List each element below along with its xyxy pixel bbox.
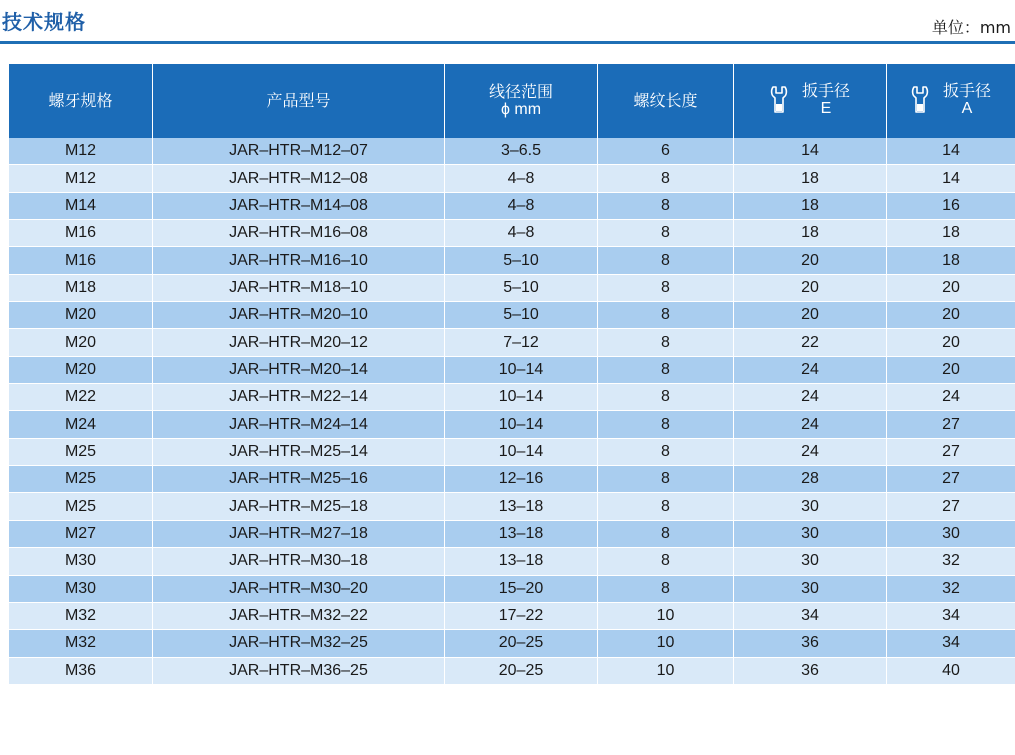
cell-thread-length: 8 [598,193,734,220]
cell-wrench-a: 40 [887,658,1015,685]
col-header-label: 扳手径 [801,83,850,100]
cell-thread-size: M18 [9,275,153,302]
cell-model: JAR–HTR–M27–18 [153,521,445,548]
cell-model: JAR–HTR–M18–10 [153,275,445,302]
col-header-stack [770,83,850,117]
table-row [9,466,1015,493]
col-header-text [943,83,991,117]
cell-model: JAR–HTR–M14–08 [153,193,445,220]
cell-wrench-a: 14 [887,165,1015,192]
cell-wrench-a: 20 [887,329,1015,356]
col-header-thread-length [598,64,734,138]
col-header-text [802,83,850,117]
cell-thread-size: M32 [9,603,153,630]
cell-thread-size: M20 [9,329,153,356]
cell-wrench-a: 32 [887,548,1015,575]
cell-cable-range: 10–14 [445,439,598,466]
cell-thread-length: 8 [598,439,734,466]
cell-cable-range: 4–8 [445,220,598,247]
table-row [9,411,1015,438]
table-row [9,357,1015,384]
cell-wrench-e: 24 [734,357,887,384]
table-row [9,521,1015,548]
cell-wrench-a: 18 [887,220,1015,247]
cell-cable-range: 20–25 [445,630,598,657]
table-row [9,603,1015,630]
cell-wrench-e: 24 [734,384,887,411]
cell-wrench-a: 14 [887,138,1015,165]
cell-thread-length: 8 [598,357,734,384]
cell-wrench-e: 20 [734,302,887,329]
col-header-label: 螺纹长度 [633,92,698,110]
cell-cable-range: 7–12 [445,329,598,356]
col-header-model [153,64,445,138]
cell-thread-size: M24 [9,411,153,438]
cell-thread-size: M32 [9,630,153,657]
cell-model: JAR–HTR–M12–08 [153,165,445,192]
cell-model: JAR–HTR–M36–25 [153,658,445,685]
cell-wrench-a: 18 [887,247,1015,274]
cell-thread-size: M25 [9,439,153,466]
spec-table [9,64,1015,685]
cell-model: JAR–HTR–M16–10 [153,247,445,274]
cell-wrench-e: 18 [734,193,887,220]
table-row [9,576,1015,603]
cell-cable-range: 4–8 [445,165,598,192]
cell-wrench-a: 27 [887,466,1015,493]
cell-thread-length: 6 [598,138,734,165]
table-row [9,220,1015,247]
col-header-sublabel: ϕ mm [500,101,542,118]
cell-wrench-a: 24 [887,384,1015,411]
cell-cable-range: 17–22 [445,603,598,630]
col-header-label: 螺牙规格 [48,92,113,110]
table-row [9,329,1015,356]
cell-thread-size: M12 [9,138,153,165]
cell-model: JAR–HTR–M16–08 [153,220,445,247]
cell-wrench-a: 34 [887,603,1015,630]
cell-thread-length: 8 [598,548,734,575]
cell-wrench-e: 36 [734,630,887,657]
cell-wrench-e: 22 [734,329,887,356]
cell-thread-length: 8 [598,329,734,356]
cell-thread-length: 8 [598,493,734,520]
cell-thread-size: M16 [9,220,153,247]
table-row [9,275,1015,302]
cell-thread-size: M12 [9,165,153,192]
cell-wrench-a: 27 [887,493,1015,520]
cell-cable-range: 5–10 [445,302,598,329]
cell-thread-size: M25 [9,493,153,520]
page-title: 技术规格 [2,10,86,34]
unit-label: 单位：mm [931,18,1011,37]
cell-cable-range: 13–18 [445,548,598,575]
cell-wrench-a: 32 [887,576,1015,603]
table-row [9,439,1015,466]
cell-cable-range: 10–14 [445,357,598,384]
cell-wrench-a: 16 [887,193,1015,220]
cell-thread-length: 8 [598,411,734,438]
cell-thread-size: M36 [9,658,153,685]
cell-thread-size: M27 [9,521,153,548]
cell-wrench-e: 30 [734,548,887,575]
cell-wrench-a: 27 [887,411,1015,438]
cell-thread-length: 8 [598,220,734,247]
wrench-icon [911,85,929,115]
table-row [9,658,1015,685]
cell-cable-range: 5–10 [445,247,598,274]
table-row [9,384,1015,411]
cell-wrench-a: 20 [887,302,1015,329]
wrench-icon [770,85,788,115]
cell-model: JAR–HTR–M20–10 [153,302,445,329]
cell-thread-size: M14 [9,193,153,220]
cell-thread-size: M20 [9,302,153,329]
col-header-thread-size [9,64,153,138]
cell-thread-length: 8 [598,466,734,493]
table-row [9,548,1015,575]
cell-cable-range: 12–16 [445,466,598,493]
table-row [9,630,1015,657]
cell-thread-length: 8 [598,247,734,274]
cell-wrench-a: 20 [887,357,1015,384]
cell-model: JAR–HTR–M20–14 [153,357,445,384]
cell-thread-length: 8 [598,165,734,192]
cell-model: JAR–HTR–M24–14 [153,411,445,438]
cell-thread-size: M25 [9,466,153,493]
cell-model: JAR–HTR–M25–16 [153,466,445,493]
title-divider [0,41,1015,44]
cell-thread-length: 10 [598,630,734,657]
cell-thread-length: 10 [598,658,734,685]
cell-wrench-a: 30 [887,521,1015,548]
col-header-wrench-a [887,64,1015,138]
cell-thread-length: 8 [598,576,734,603]
cell-model: JAR–HTR–M32–25 [153,630,445,657]
cell-thread-size: M30 [9,548,153,575]
col-header-label: 线径范围 [488,84,553,101]
cell-thread-size: M22 [9,384,153,411]
cell-thread-size: M30 [9,576,153,603]
cell-wrench-a: 27 [887,439,1015,466]
cell-thread-length: 8 [598,302,734,329]
table-row [9,193,1015,220]
cell-cable-range: 3–6.5 [445,138,598,165]
cell-model: JAR–HTR–M25–14 [153,439,445,466]
cell-cable-range: 4–8 [445,193,598,220]
cell-model: JAR–HTR–M20–12 [153,329,445,356]
cell-cable-range: 20–25 [445,658,598,685]
cell-cable-range: 10–14 [445,384,598,411]
cell-wrench-e: 30 [734,493,887,520]
cell-wrench-e: 30 [734,521,887,548]
cell-thread-length: 10 [598,603,734,630]
col-header-sublabel: E [820,100,832,117]
table-row [9,493,1015,520]
col-header-stack [911,83,991,117]
table-row [9,302,1015,329]
cell-wrench-e: 18 [734,220,887,247]
col-header-label: 扳手径 [942,83,991,100]
cell-cable-range: 13–18 [445,493,598,520]
table-row [9,247,1015,274]
cell-model: JAR–HTR–M32–22 [153,603,445,630]
cell-thread-size: M16 [9,247,153,274]
cell-wrench-e: 36 [734,658,887,685]
table-body [9,138,1015,685]
cell-cable-range: 15–20 [445,576,598,603]
col-header-wrench-e [734,64,887,138]
col-header-label: 产品型号 [266,92,331,110]
cell-model: JAR–HTR–M25–18 [153,493,445,520]
cell-wrench-a: 20 [887,275,1015,302]
cell-thread-length: 8 [598,275,734,302]
cell-wrench-e: 18 [734,165,887,192]
cell-wrench-e: 28 [734,466,887,493]
cell-wrench-e: 30 [734,576,887,603]
cell-model: JAR–HTR–M12–07 [153,138,445,165]
cell-thread-length: 8 [598,384,734,411]
col-header-stack [489,84,553,118]
cell-model: JAR–HTR–M22–14 [153,384,445,411]
cell-cable-range: 5–10 [445,275,598,302]
table-row [9,138,1015,165]
cell-thread-length: 8 [598,521,734,548]
cell-wrench-e: 34 [734,603,887,630]
cell-wrench-a: 34 [887,630,1015,657]
cell-wrench-e: 20 [734,275,887,302]
col-header-cable-range [445,64,598,138]
cell-wrench-e: 20 [734,247,887,274]
cell-model: JAR–HTR–M30–20 [153,576,445,603]
cell-wrench-e: 14 [734,138,887,165]
cell-cable-range: 13–18 [445,521,598,548]
cell-model: JAR–HTR–M30–18 [153,548,445,575]
cell-cable-range: 10–14 [445,411,598,438]
cell-wrench-e: 24 [734,439,887,466]
cell-wrench-e: 24 [734,411,887,438]
table-header-row [9,64,1015,138]
cell-thread-size: M20 [9,357,153,384]
table-row [9,165,1015,192]
col-header-sublabel: A [961,100,973,117]
